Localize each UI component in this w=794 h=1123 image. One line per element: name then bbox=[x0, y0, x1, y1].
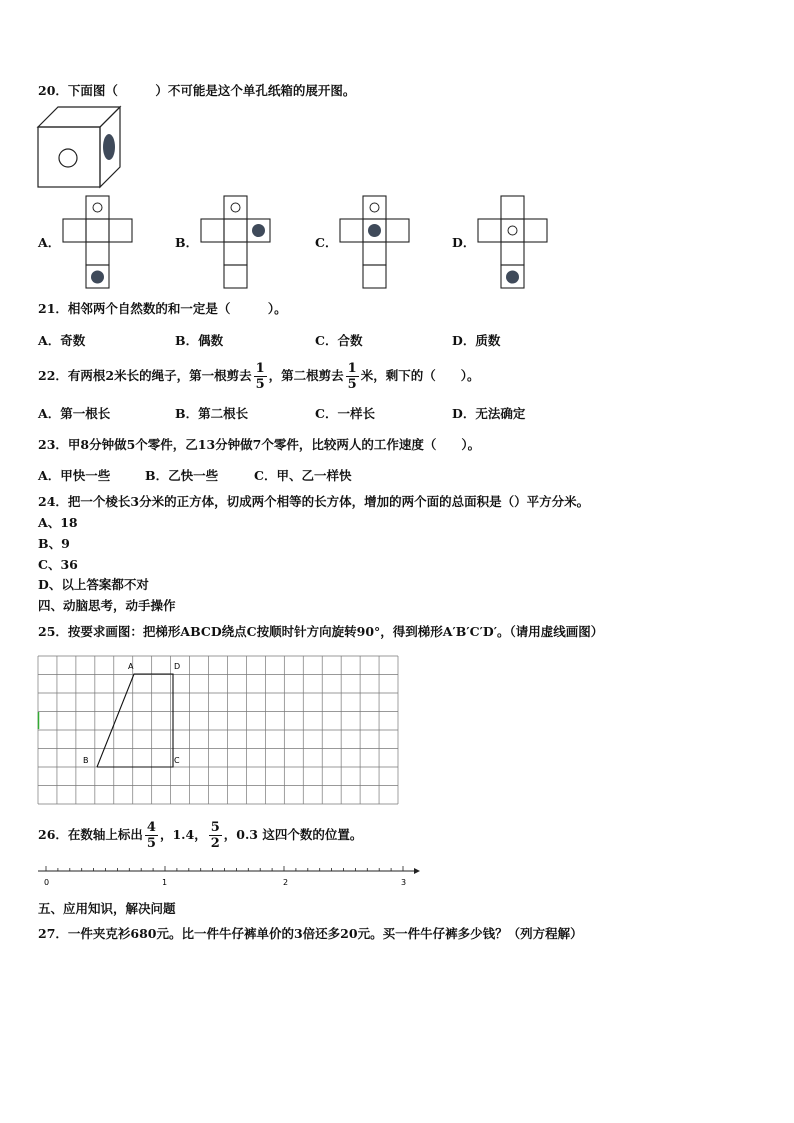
vertex-label-c: C bbox=[174, 756, 180, 765]
q24-text: 24．把一个棱长3分米的正方体，切成两个相等的长方体，增加的两个面的总面积是（）平方分米。 bbox=[38, 494, 590, 509]
q24-option-a[interactable]: A、18 bbox=[38, 515, 78, 530]
filled-dot-icon bbox=[368, 224, 381, 237]
q21-option-a[interactable]: A．奇数 bbox=[38, 333, 86, 348]
fraction-four-fifths: $\frac{4}{5}$ bbox=[146, 820, 156, 851]
q23-option-a[interactable]: A．甲快一些 bbox=[38, 468, 111, 483]
filled-dot-icon bbox=[103, 134, 115, 160]
net-d bbox=[477, 195, 549, 290]
section-5-heading: 五、应用知识，解决问题 bbox=[38, 901, 176, 916]
axis-label-2: 2 bbox=[283, 878, 289, 887]
q24-option-b[interactable]: B、9 bbox=[38, 536, 70, 551]
filled-dot-icon bbox=[91, 271, 104, 284]
q22-text: 22．有两根2米长的绳子，第一根剪去 $\frac{1}{5}$ ，第二根剪去 $\frac{1}{5}$ 米，剩下的（ ）。 bbox=[38, 361, 480, 392]
q20-option-d[interactable]: D． bbox=[452, 235, 476, 250]
q22-option-c[interactable]: C．一样长 bbox=[315, 406, 375, 421]
q20-option-a[interactable]: A． bbox=[38, 235, 61, 250]
number-line bbox=[38, 863, 423, 889]
fraction-one-fifth: $\frac{1}{5}$ bbox=[347, 361, 357, 392]
q26-text: 26．在数轴上标出 $\frac{4}{5}$ ，1.4， $\frac{5}{2}$ ，0.3 这四个数的位置。 bbox=[38, 820, 363, 851]
fraction-five-halves: $\frac{5}{2}$ bbox=[210, 820, 220, 851]
axis-label-1: 1 bbox=[162, 878, 168, 887]
q22-option-b[interactable]: B．第二根长 bbox=[175, 406, 249, 421]
hole-circle-icon bbox=[231, 203, 240, 212]
q25-text: 25．按要求画图：把梯形ABCD绕点C按顺时针方向旋转90°，得到梯形A′B′C′D′。（请用虚线画图） bbox=[38, 624, 604, 639]
hole-circle-icon bbox=[508, 226, 517, 235]
fraction-one-fifth: $\frac{1}{5}$ bbox=[255, 361, 265, 392]
q27-text: 27．一件夹克衫680元。比一件牛仔裤单价的3倍还多20元。买一件牛仔裤多少钱？（列方程解） bbox=[38, 926, 583, 941]
q23-text: 23．甲8分钟做5个零件，乙13分钟做7个零件，比较两人的工作速度（ ）。 bbox=[38, 437, 481, 452]
axis-label-3: 3 bbox=[401, 878, 407, 887]
q21-option-b[interactable]: B．偶数 bbox=[175, 333, 224, 348]
q23-option-c[interactable]: C．甲、乙一样快 bbox=[254, 468, 352, 483]
net-c bbox=[339, 195, 411, 290]
q21-text: 21．相邻两个自然数的和一定是（ ）。 bbox=[38, 301, 287, 316]
filled-dot-icon bbox=[252, 224, 265, 237]
net-b bbox=[200, 195, 272, 290]
q20-option-b[interactable]: B． bbox=[175, 235, 199, 250]
q20-text: 20．下面图（ ）不可能是这个单孔纸箱的展开图。 bbox=[38, 83, 356, 98]
filled-dot-icon bbox=[506, 271, 519, 284]
arrow-right-icon bbox=[414, 868, 420, 874]
vertex-label-d: D bbox=[174, 662, 181, 671]
q22-option-d[interactable]: D．无法确定 bbox=[452, 406, 526, 421]
trapezoid-grid bbox=[38, 656, 400, 806]
section-4-heading: 四、动脑思考，动手操作 bbox=[38, 598, 176, 613]
hole-circle-icon bbox=[59, 149, 77, 167]
q23-option-b[interactable]: B．乙快一些 bbox=[145, 468, 219, 483]
axis-label-0: 0 bbox=[44, 878, 50, 887]
cube-figure bbox=[38, 107, 123, 189]
hole-circle-icon bbox=[370, 203, 379, 212]
vertex-label-a: A bbox=[128, 662, 134, 671]
q22-option-a[interactable]: A．第一根长 bbox=[38, 406, 111, 421]
q21-option-d[interactable]: D．质数 bbox=[452, 333, 501, 348]
trapezoid-abcd bbox=[97, 674, 173, 767]
q24-option-c[interactable]: C、36 bbox=[38, 557, 78, 572]
q24-option-d[interactable]: D、以上答案都不对 bbox=[38, 577, 149, 592]
net-a bbox=[62, 195, 134, 290]
q20-option-c[interactable]: C． bbox=[315, 235, 338, 250]
hole-circle-icon bbox=[93, 203, 102, 212]
q21-option-c[interactable]: C．合数 bbox=[315, 333, 363, 348]
vertex-label-b: B bbox=[83, 756, 89, 765]
